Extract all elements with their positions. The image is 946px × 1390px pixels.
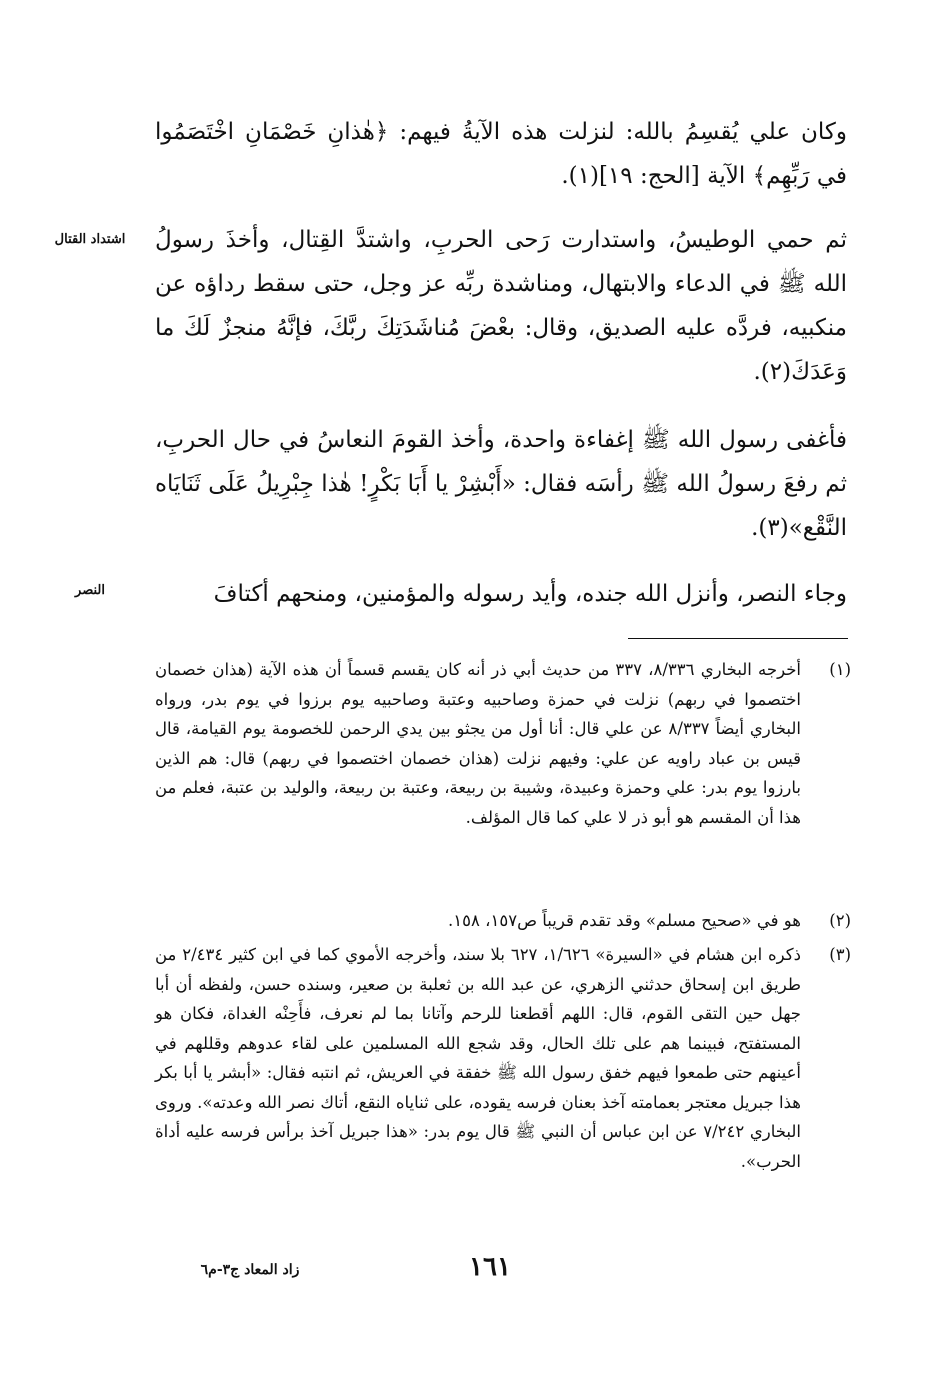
margin-note-fighting: اشتداد القتال bbox=[54, 232, 126, 247]
footnote-3 bbox=[155, 940, 851, 1176]
main-paragraph-1: وكان علي يُقسِمُ بالله: لنزلت هذه الآيةُ فيهم: ﴿هٰذانِ خَصْمَانِ اخْتَصَمُوا في رَبِّهِم﴾ الآية [الحج: ١٩](١). bbox=[155, 119, 847, 189]
margin-note-victory: النصر bbox=[75, 583, 105, 598]
footnote-1 bbox=[155, 655, 851, 832]
footnote-number: (٣) bbox=[829, 945, 851, 964]
footnote-2 bbox=[155, 906, 851, 936]
main-paragraph-4: وجاء النصر، وأنزل الله جنده، وأيد رسوله والمؤمنين، ومنحهم أكتافَ bbox=[213, 581, 847, 607]
main-paragraph-2: ثم حمي الوطيسُ، واستدارت رَحى الحربِ، واشتدَّ القِتال، وأخذَ رسولُ الله ﷺ في الدعاء والابتهال، ومناشدة ربِّه عز وجل، حتى سقط رداؤه عن منكبيه، فردَّه عليه الصديق، وقال: بعْضَ مُناشَدَتِكَ ربَّكَ، فإنَّهُ منجزٌ لَكَ ما وَعَدَكَ(٢). bbox=[155, 227, 847, 385]
footnote-text: ذكره ابن هشام في «السيرة» ١/٦٢٦، ٦٢٧ بلا سند، وأخرجه الأموي كما في ابن كثير ٢/٤٣٤ من طريق ابن إسحاق حدثني الزهري، عن عبد الله بن ثعلبة بن صعير، وسنده حسن، ولفظه أن أبا جهل حين التقى القوم، قال: اللهم أقطعنا للرحم وآتانا بما لم نعرف، فأَحِنْه الغداة، فكان هو المستفتح، فبينما هم على تلك الحال، وقد شجع الله المسلمين على لقاء عدوهم وقللهم في أعينهم حتى طمعوا فيهم خفق رسول الله ﷺ خفقة في العريش، ثم انتبه فقال: «أبشر يا أبا بكر هذا جبريل معتجر بعمامته آخذ بعنان فرسه يقوده، على ثناياه النقع، أتاك نصر الله وعدته». وروى البخاري ٧/٢٤٢ عن ابن عباس أن النبي ﷺ قال يوم بدر: «هذا جبريل آخذ برأس فرسه عليه أداة الحرب». bbox=[155, 945, 801, 1171]
main-paragraph-3: فأغفى رسول الله ﷺ إغفاءة واحدة، وأخذ القومَ النعاسُ في حال الحربِ، ثم رفعَ رسولُ الله ﷺ رأسَه فقال: «أَبْشِرْ يا أَبَا بَكْرٍ! هٰذا جِبْرِيلُ عَلَى ثَنَايَاه النَّقْع»(٣). bbox=[155, 427, 847, 541]
footnote-number: (٢) bbox=[829, 911, 851, 930]
footnote-text: هو في «صحيح مسلم» وقد تقدم قريباً ص١٥٧، ١٥٨. bbox=[448, 911, 801, 930]
footnote-text: أخرجه البخاري ٨/٣٣٦، ٣٣٧ من حديث أبي ذر أنه كان يقسم قسماً أن هذه الآية (هذان خصمان اختصموا في ربهم) نزلت في حمزة وصاحبيه وعتبة وصاحبيه يوم برزوا في يوم بدر، ورواه البخاري أيضاً ٨/٣٣٧ عن علي قال: أنا أول من يجثو بين يدي الرحمن للخصومة يوم القيامة، قال قيس بن عباد راويه عن علي: وفيهم نزلت (هذان خصمان اختصموا في ربهم) قال: هم الذين بارزوا يوم بدر: علي وحمزة وعبيدة، وشيبة بن ربيعة، وعتبة بن ربيعة، والوليد بن عتبة، فعلم من هذا أن المقسم هو أبو ذر لا علي كما قال المؤلف. bbox=[155, 660, 801, 827]
page-number: ١٦١ bbox=[469, 1252, 511, 1282]
footnote-number: (١) bbox=[829, 660, 851, 679]
book-signature: زاد المعاد ج٣-م٦ bbox=[200, 1262, 300, 1278]
footnote-separator bbox=[628, 638, 848, 639]
